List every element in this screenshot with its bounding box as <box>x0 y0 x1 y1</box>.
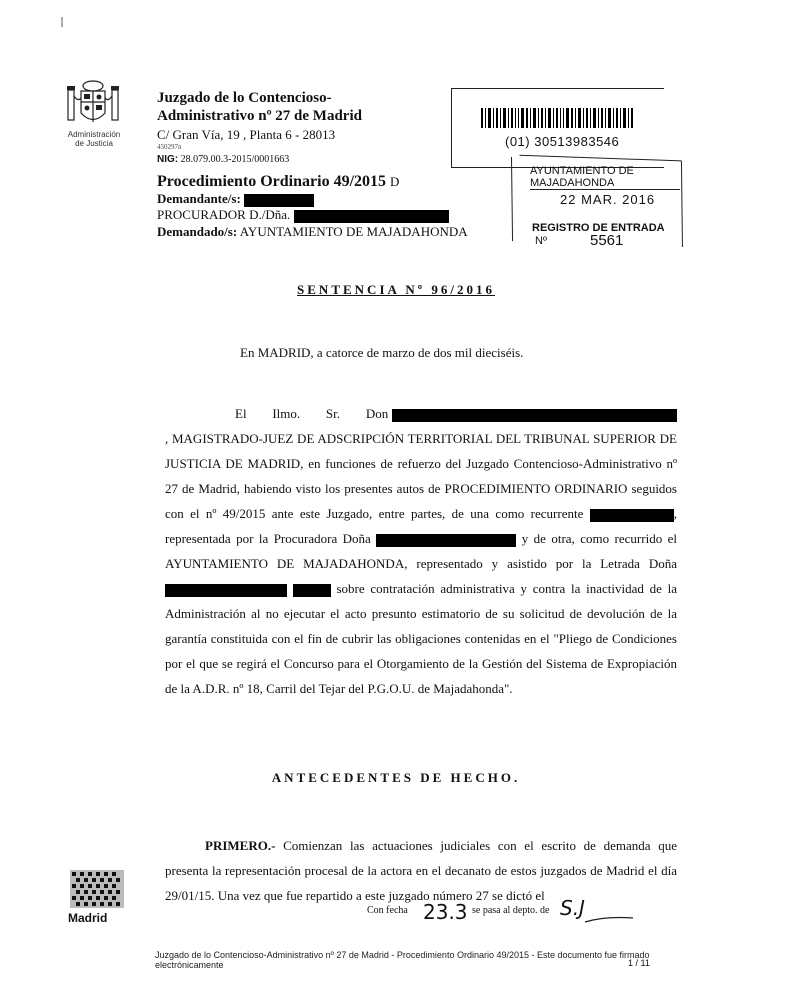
court-code: 450297n <box>157 143 182 151</box>
intro-text-3: y de otra, como recurrido el AYUNTAMIENTO DE MAJADAHONDA, representado y asistido por la Letrada Doña <box>165 531 678 571</box>
primero-text: Comienzan las actuaciones judiciales con el escrito de demanda que presenta la representación procesal de la actora en el decanato de estos juzgados de Madrid el día 29/01/15. Una vez que fue repartido a este juzgado número 27 se dictó el <box>165 838 677 903</box>
intro-text-4: sobre contratación administrativa y contra la inactividad de la Administración al no ejecutar el acto presunto estimatorio de su solicitud de devolución de la garantía constituida con el fin de cubrir las obligaciones contenidas en el "Pliego de Condiciones por el que se regirá el Concurso para el Otorgamiento de la Gestión del Sistema de Expropiación de la A.D.R. nº 18, Carril del Tejar del P.G.O.U. de Majadahonda". <box>165 581 678 696</box>
procedure-line <box>157 173 399 191</box>
redaction <box>294 210 449 223</box>
primero-lead: PRIMERO.- <box>205 838 276 853</box>
plaintiff-label: Demandante/s: <box>157 191 241 206</box>
defendant-line <box>157 224 468 240</box>
defendant-value: AYUNTAMIENTO DE MAJADAHONDA <box>239 224 468 239</box>
barcode-number: (01) 30513983546 <box>505 134 620 149</box>
handwritten-suffix: se pasa al depto. de <box>472 905 550 916</box>
stamp-date: 22 MAR. 2016 <box>560 192 656 207</box>
defendant-label: Demandado/s: <box>157 224 238 239</box>
handwritten-label: Con fecha <box>367 905 408 916</box>
madrid-label: Madrid <box>68 911 108 925</box>
stamp-no-label: Nº <box>535 235 547 247</box>
page-footer: Juzgado de lo Contencioso-Administrativo nº 27 de Madrid - Procedimiento Ordinario 49/2015 - Este documento fue firmado electrónicamente <box>155 950 650 970</box>
redaction <box>376 534 516 547</box>
redaction <box>293 584 331 597</box>
handwritten-note <box>367 905 408 916</box>
redaction <box>590 509 674 522</box>
nig-value: 28.079.00.3-2015/0001663 <box>180 154 290 165</box>
plaintiff-line <box>157 191 314 207</box>
court-name-line-2: Administrativo nº 27 de Madrid <box>157 108 362 124</box>
intro-text-1: , MAGISTRADO-JUEZ DE ADSCRIPCIÓN TERRITORIAL DEL TRIBUNAL SUPERIOR DE JUSTICIA DE MADRID, en funciones de refuerzo del Juzgado Contencioso-Administrativo nº 27 de Madrid, habiendo visto los presentes autos de PROCEDIMIENTO ORDINARIO seguidos con el nº 49/2015 ante este Juzgado, entre partes, de una como recurrente <box>165 431 677 521</box>
paragraph-primero <box>165 833 677 908</box>
procedure-title: Procedimiento Ordinario 49/2015 <box>157 173 387 190</box>
court-name <box>157 89 457 125</box>
page-number: 1 / 11 <box>628 958 650 968</box>
redaction <box>392 409 677 422</box>
barcode-icon <box>481 108 635 128</box>
section-title: ANTECEDENTES DE HECHO. <box>271 770 521 785</box>
intro-lead: El Ilmo. Sr. Don <box>235 406 389 421</box>
procedure-suffix: D <box>390 174 400 189</box>
crest-caption <box>60 130 128 148</box>
handwritten-initials: S.J <box>560 896 585 920</box>
scan-mark <box>60 14 64 24</box>
intro-text-2: , representada por la Procuradora Doña <box>165 506 677 546</box>
document-title <box>0 282 792 298</box>
crest-caption-line-2: de Justicia <box>75 139 113 148</box>
handwritten-value: 23.3 <box>423 900 468 924</box>
paragraph-intro <box>165 401 677 701</box>
court-address: C/ Gran Vía, 19 , Planta 6 - 28013 <box>157 127 336 142</box>
redaction <box>244 194 314 207</box>
stamp-number: 5561 <box>590 232 624 249</box>
attorney-line <box>157 207 449 223</box>
date-line: En MADRID, a catorce de marzo de dos mil dieciséis. <box>240 345 524 360</box>
document-title-text: SENTENCIA Nº 96/2016 <box>297 282 495 297</box>
redaction <box>165 584 287 597</box>
attorney-label: PROCURADOR D./Dña. <box>157 207 291 222</box>
crest-caption-line-1: Administración <box>67 130 121 139</box>
nig-line <box>157 154 289 165</box>
stamp-institution: AYUNTAMIENTO DE MAJADAHONDA <box>530 165 680 190</box>
madrid-logo-icon <box>70 870 124 908</box>
court-name-line-1: Juzgado de lo Contencioso- <box>157 90 332 106</box>
signature-stroke <box>555 898 635 928</box>
nig-label: NIG: <box>157 154 179 165</box>
stamp-registry: REGISTRO DE ENTRADA <box>532 222 665 234</box>
coat-of-arms-icon <box>64 78 122 130</box>
